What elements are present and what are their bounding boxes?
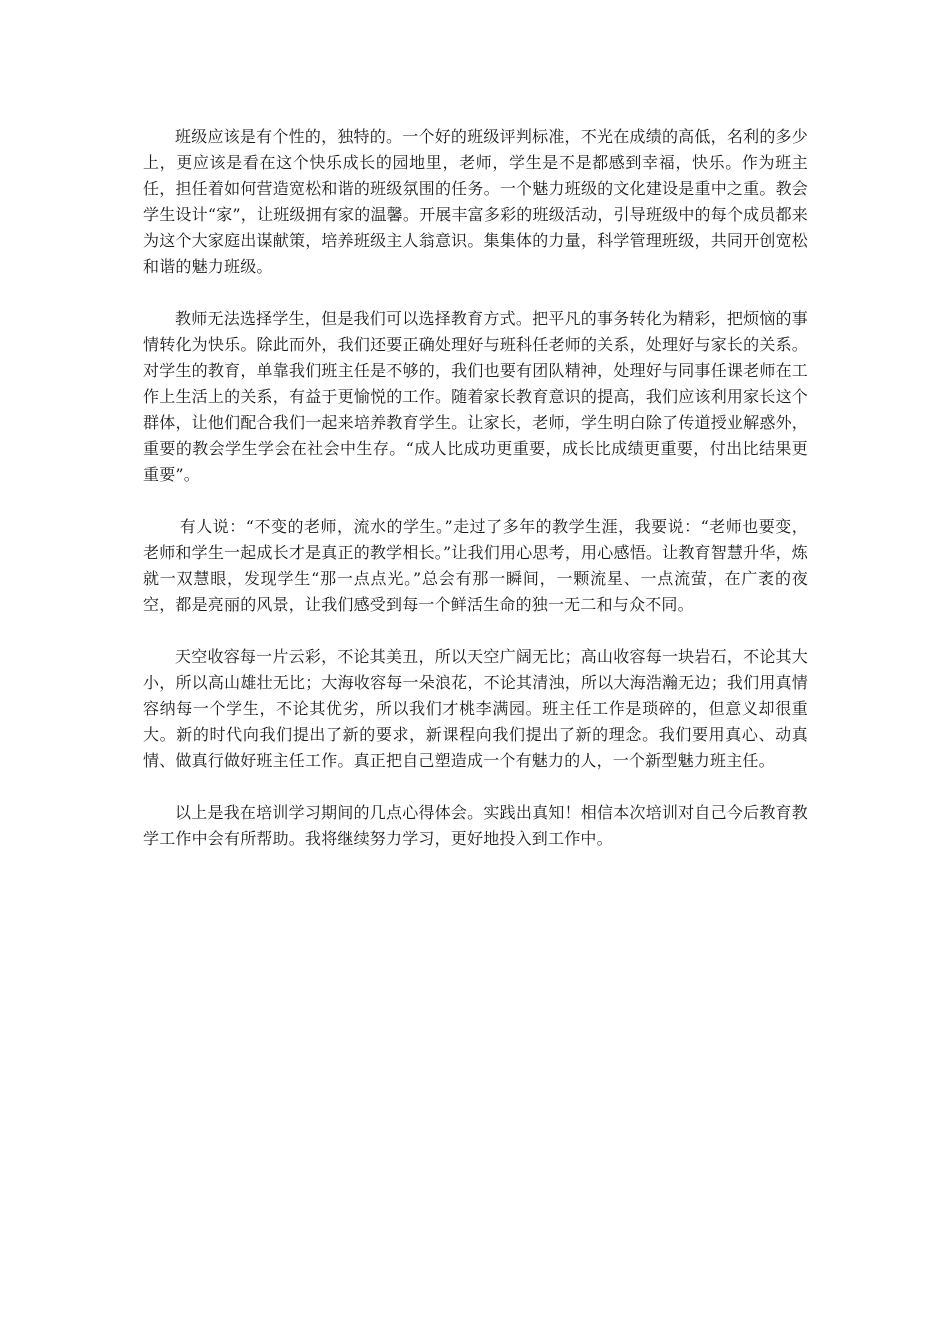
paragraph-5: 以上是我在培训学习期间的几点心得体会。实践出真知！相信本次培训对自己今后教育教学工作中会有所帮助。我将继续努力学习，更好地投入到工作中。	[143, 803, 808, 848]
paragraph-2: 教师无法选择学生，但是我们可以选择教育方式。把平凡的事务转化为精彩，把烦恼的事情转化为快乐。除此而外，我们还要正确处理好与班科任老师的关系，处理好与家长的关系。对学生的教育，单靠我们班主任是不够的，我们也要有团队精神，处理好与同事任课老师在工作上生活上的关系，有益于更愉悦的工作。随着家长教育意识的提高，我们应该利用家长这个群体，让他们配合我们一起来培养教育学生。让家长，老师，学生明白除了传道授业解惑外，重要的教会学生学会在社会中生存。“成人比成功更重要，成长比成绩更重要，付出比结果更重要”。	[143, 309, 808, 484]
document-body	[143, 124, 808, 878]
paragraph-4: 天空收容每一片云彩，不论其美丑，所以天空广阔无比；高山收容每一块岩石，不论其大小，所以高山雄壮无比；大海收容每一朵浪花，不论其清浊，所以大海浩瀚无边；我们用真情容纳每一个学生，不论其优劣，所以我们才桃李满园。班主任工作是琐碎的，但意义却很重大。新的时代向我们提出了新的要求，新课程向我们提出了新的理念。我们要用真心、动真情、做真行做好班主任工作。真正把自己塑造成一个有魅力的人，一个新型魅力班主任。	[143, 647, 808, 770]
paragraph-3: 有人说：“不变的老师，流水的学生。”走过了多年的教学生涯，我要说：“老师也要变，老师和学生一起成长才是真正的教学相长。”让我们用心思考，用心感悟。让教育智慧升华，炼就一双慧眼，发现学生“那一点点光。”总会有那一瞬间，一颗流星、一点流萤，在广袤的夜空，都是亮丽的风景，让我们感受到每一个鲜活生命的独一无二和与众不同。	[143, 517, 808, 614]
paragraph-1: 班级应该是有个性的，独特的。一个好的班级评判标准，不光在成绩的高低，名利的多少上，更应该是看在这个快乐成长的园地里，老师，学生是不是都感到幸福，快乐。作为班主任，担任着如何营造宽松和谐的班级氛围的任务。一个魅力班级的文化建设是重中之重。教会学生设计“家”，让班级拥有家的温馨。开展丰富多彩的班级活动，引导班级中的每个成员都来为这个大家庭出谋献策，培养班级主人翁意识。集集体的力量，科学管理班级，共同开创宽松和谐的魅力班级。	[143, 127, 808, 276]
